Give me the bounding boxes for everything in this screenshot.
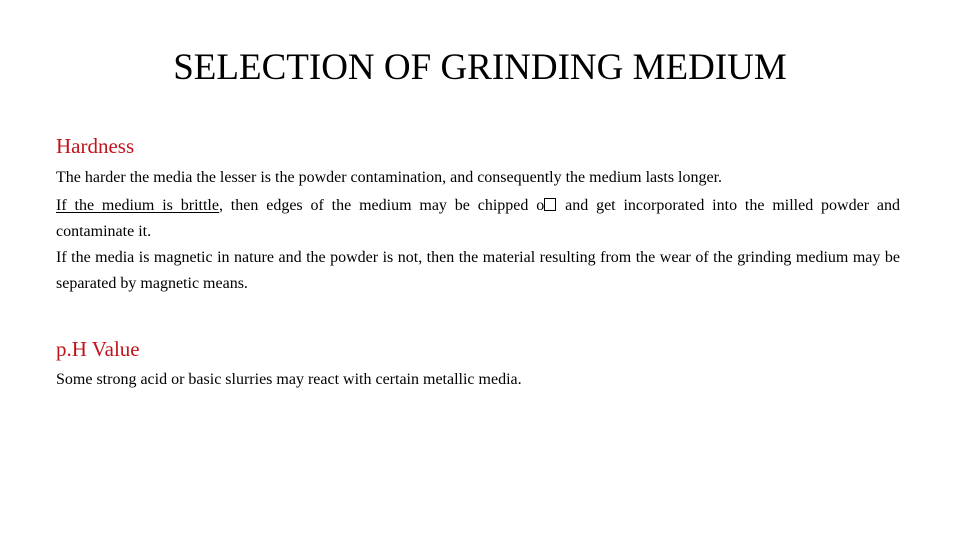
brittle-emphasis: If the medium is brittle [56, 197, 219, 214]
hardness-text: The harder the media the lesser is the powder contamination, and consequently the medium lasts longer. [56, 169, 723, 186]
missing-glyph-icon [544, 198, 556, 211]
section-heading-ph-value: p.H Value [56, 337, 140, 361]
ph-value-text: Some strong acid or basic slurries may react with certain metallic media. [56, 371, 522, 388]
brittle-text-part-a: , then edges of the medium may be chipped o [218, 197, 545, 214]
section-heading-hardness: Hardness [56, 134, 135, 158]
brittle-text [56, 193, 900, 244]
slide-title: SELECTION OF GRINDING MEDIUM [173, 47, 787, 88]
magnetic-text: If the media is magnetic in nature and the powder is not, then the material resulting from the wear of the grinding medium may be separated by magnetic means. [56, 249, 900, 292]
brittle-text-part-b: and get incorporated into the milled powder and contaminate it. [56, 197, 901, 240]
